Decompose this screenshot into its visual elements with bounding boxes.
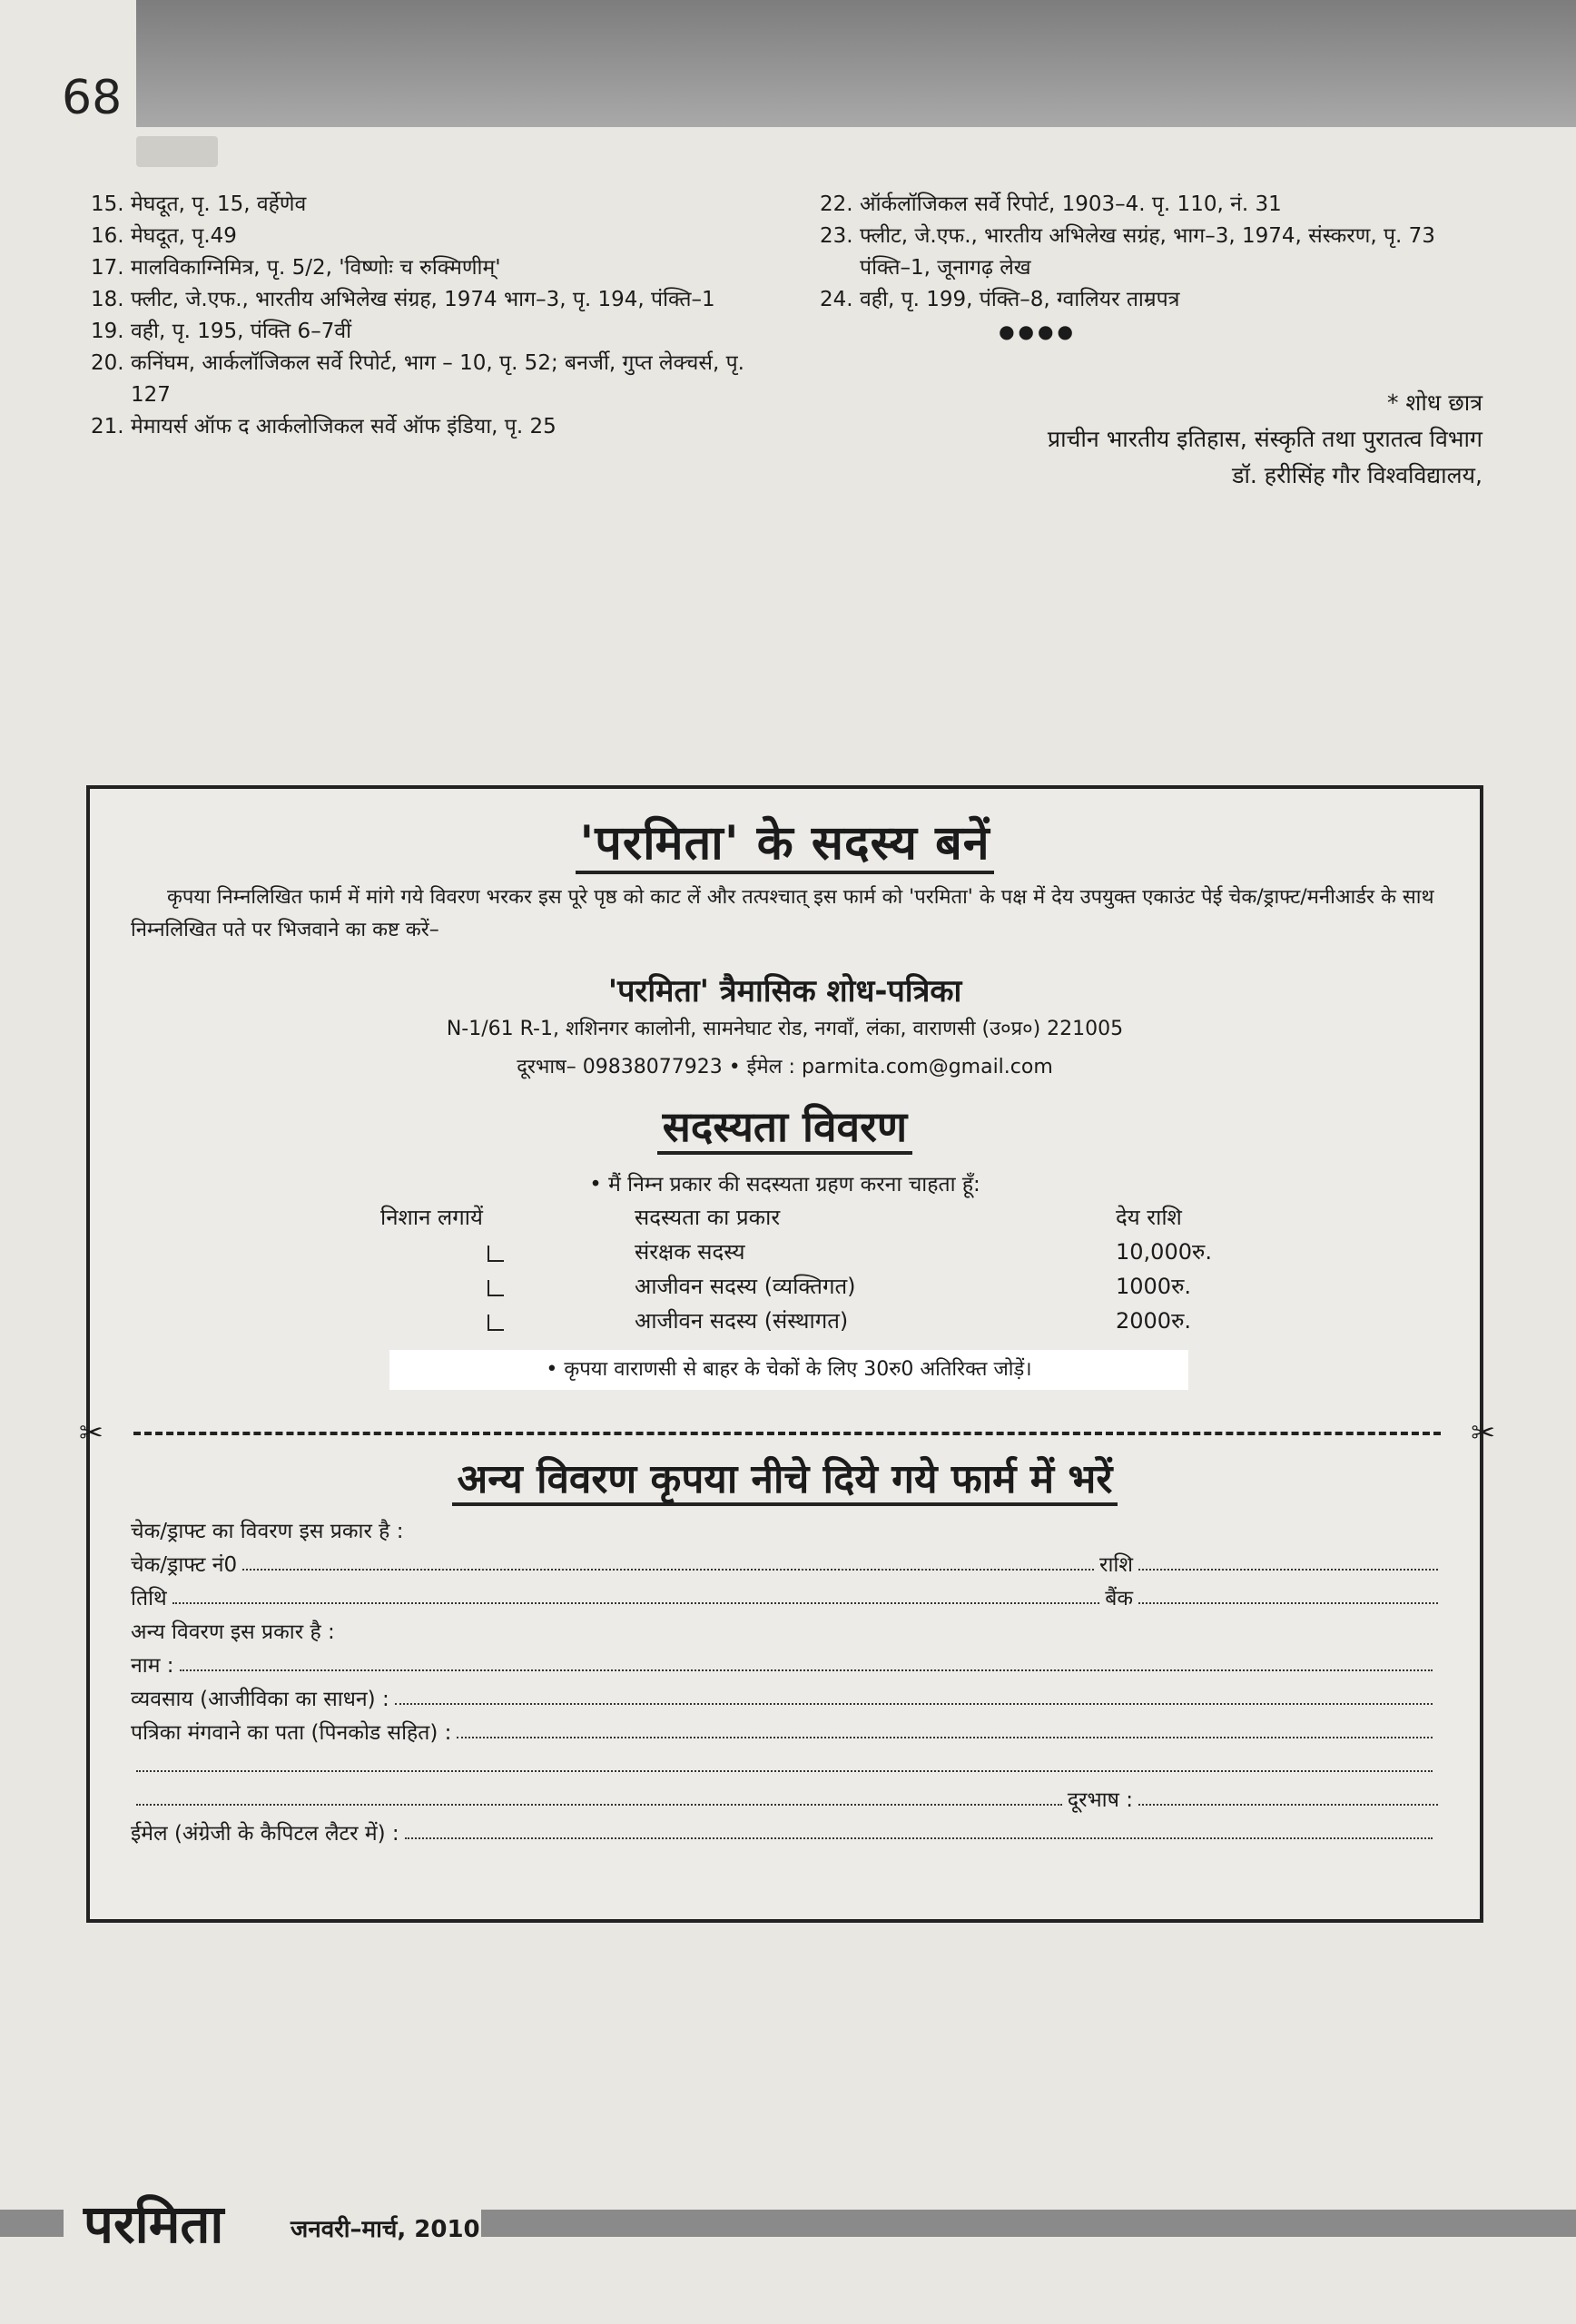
reference-item: 22. ऑर्कलॉजिकल सर्वे रिपोर्ट, 1903–4. पृ. 110, नं. 31 [820, 192, 1282, 216]
other-details-title: अन्य विवरण कृपया नीचे दिये गये फार्म में भरें [90, 1450, 1480, 1504]
date-row: तिथि बैंक [131, 1578, 1438, 1611]
reference-item: 20. कनिंघम, आर्कलॉजिकल सर्वे रिपोर्ट, भाग – 10, पृ. 52; बनर्जी, गुप्त लेक्चर्स, पृ. 127 [91, 351, 744, 407]
section-tag [136, 136, 218, 167]
phone-row: दूरभाष : [131, 1779, 1438, 1813]
publication-address: N-1/61 R-1, शशिनगर कालोनी, सामनेघाट रोड, नगवाँ, लंका, वाराणसी (उ०प्र०) 221005 [446, 1018, 1124, 1040]
membership-subnote: • मैं निम्न प्रकार की सदस्यता ग्रहण करना चाहता हूँ: [589, 1173, 980, 1196]
cut-line [79, 1415, 1495, 1452]
membership-type: आजीवन सदस्य (संस्थागत) [635, 1308, 849, 1334]
membership-form [79, 785, 1495, 1923]
address-row: पत्रिका मंगवाने का पता (पिनकोड सहित) : [131, 1712, 1438, 1746]
membership-fee: 10,000रु. [1116, 1239, 1212, 1265]
publication-name: 'परमिता' त्रैमासिक शोध-पत्रिका [607, 973, 962, 1009]
date-field[interactable] [172, 1602, 1099, 1604]
cheque-note: • कृपया वाराणसी से बाहर के चेकों के लिए 30रु0 अतिरिक्त जोड़ें। [389, 1350, 1188, 1390]
reference-item: 19. वही, पृ. 195, पंक्ति 6–7वीं [91, 320, 352, 343]
header-bar [136, 0, 1576, 127]
occupation-row: व्यवसाय (आजीविका का साधन) : [131, 1679, 1438, 1712]
header-fee: देय राशि [1116, 1205, 1182, 1230]
membership-checkbox[interactable] [488, 1315, 504, 1331]
cheque-row: चेक/ड्राफ्ट नं0 राशि [131, 1544, 1438, 1578]
page-number: 68 [62, 71, 123, 125]
membership-fee: 1000रु. [1116, 1274, 1192, 1299]
table-header [380, 1202, 1288, 1236]
address-line-2 [131, 1746, 1438, 1779]
author-university: डॉ. हरीसिंह गौर विश्वविद्यालय, [1232, 462, 1482, 488]
table-row [380, 1305, 1288, 1340]
address-field-2[interactable] [136, 1770, 1433, 1772]
form-intro: कृपया निम्नलिखित फार्म में मांगे गये विवरण भरकर इस पूरे पृष्ठ को काट लें और तत्पश्चात् इस फार्म को 'परमिता' के पक्ष में देय उपयुक्त एकाउंट पेई चेक/ड्राफ्ट/मनीआर्डर के साथ निम्नलिखित पते पर भिजवाने का कष्ट करें– [131, 886, 1434, 941]
reference-item: 24. वही, पृ. 199, पंक्ति–8, ग्वालियर ताम्रपत्र [820, 288, 1180, 311]
details-form [131, 1511, 1438, 1846]
name-row: नाम : [131, 1645, 1438, 1679]
membership-checkbox[interactable] [488, 1280, 504, 1296]
membership-fee: 2000रु. [1116, 1308, 1192, 1334]
membership-table [380, 1202, 1288, 1340]
author-affiliation [1048, 385, 1482, 494]
form-title: 'परमिता' के सदस्य बनें [90, 809, 1480, 873]
cheque-details-heading: चेक/ड्राफ्ट का विवरण इस प्रकार है : [131, 1520, 404, 1543]
header-type: सदस्यता का प्रकार [635, 1205, 781, 1230]
reference-item: 16. मेघदूत, पृ.49 [91, 224, 237, 248]
journal-name: परमिता [84, 2193, 224, 2255]
table-row [380, 1271, 1288, 1305]
table-row [380, 1236, 1288, 1271]
occupation-field[interactable] [395, 1703, 1433, 1705]
section-divider: ●●●● [999, 320, 1077, 342]
dashed-divider [133, 1432, 1441, 1435]
membership-section-title: सदस्यता विवरण [90, 1098, 1480, 1154]
scissors-icon: ✂ [79, 1415, 103, 1450]
bank-field[interactable] [1138, 1602, 1438, 1604]
publication-contact: दूरभाष– 09838077923 • ईमेल : parmita.com@gmail.com [517, 1056, 1053, 1078]
references-right [820, 189, 1492, 348]
name-field[interactable] [180, 1669, 1433, 1671]
references-left [91, 189, 763, 443]
membership-checkbox[interactable] [488, 1246, 504, 1262]
header-mark: निशान लगायें [380, 1205, 483, 1230]
address-field[interactable] [457, 1737, 1433, 1738]
amount-field[interactable] [1138, 1569, 1438, 1571]
issue-date: जनवरी–मार्च, 2010 [291, 2216, 480, 2243]
reference-item: 15. मेघदूत, पृ. 15, वर्हेणेव [91, 192, 307, 216]
membership-type: आजीवन सदस्य (व्यक्तिगत) [635, 1274, 856, 1299]
email-row: ईमेल (अंग्रेजी के कैपिटल लैटर में) : [131, 1813, 1438, 1846]
phone-field[interactable] [1138, 1804, 1438, 1806]
other-details-heading: अन्य विवरण इस प्रकार है : [131, 1620, 335, 1644]
author-department: प्राचीन भारतीय इतिहास, संस्कृति तथा पुरातत्व विभाग [1047, 426, 1482, 452]
address-field-3[interactable] [136, 1804, 1062, 1806]
membership-type: संरक्षक सदस्य [635, 1239, 745, 1265]
reference-item: 23. फ्लीट, जे.एफ., भारतीय अभिलेख सग्रंह, भाग–3, 1974, संस्करण, पृ. 73 पंक्ति–1, जूनागढ़ लेख [820, 224, 1435, 280]
email-field[interactable] [405, 1837, 1433, 1839]
cheque-number-field[interactable] [242, 1569, 1094, 1571]
author-role: * शोध छात्र [1386, 389, 1482, 416]
reference-item: 18. फ्लीट, जे.एफ., भारतीय अभिलेख संग्रह, 1974 भाग–3, पृ. 194, पंक्ति–1 [91, 288, 715, 311]
scissors-icon: ✂ [1471, 1415, 1495, 1450]
reference-item: 17. मालविकाग्निमित्र, पृ. 5/2, 'विष्णोः च रुक्मिणीम्' [91, 256, 501, 280]
reference-item: 21. मेमायर्स ऑफ द आर्कलोजिकल सर्वे ऑफ इंडिया, पृ. 25 [91, 415, 557, 438]
